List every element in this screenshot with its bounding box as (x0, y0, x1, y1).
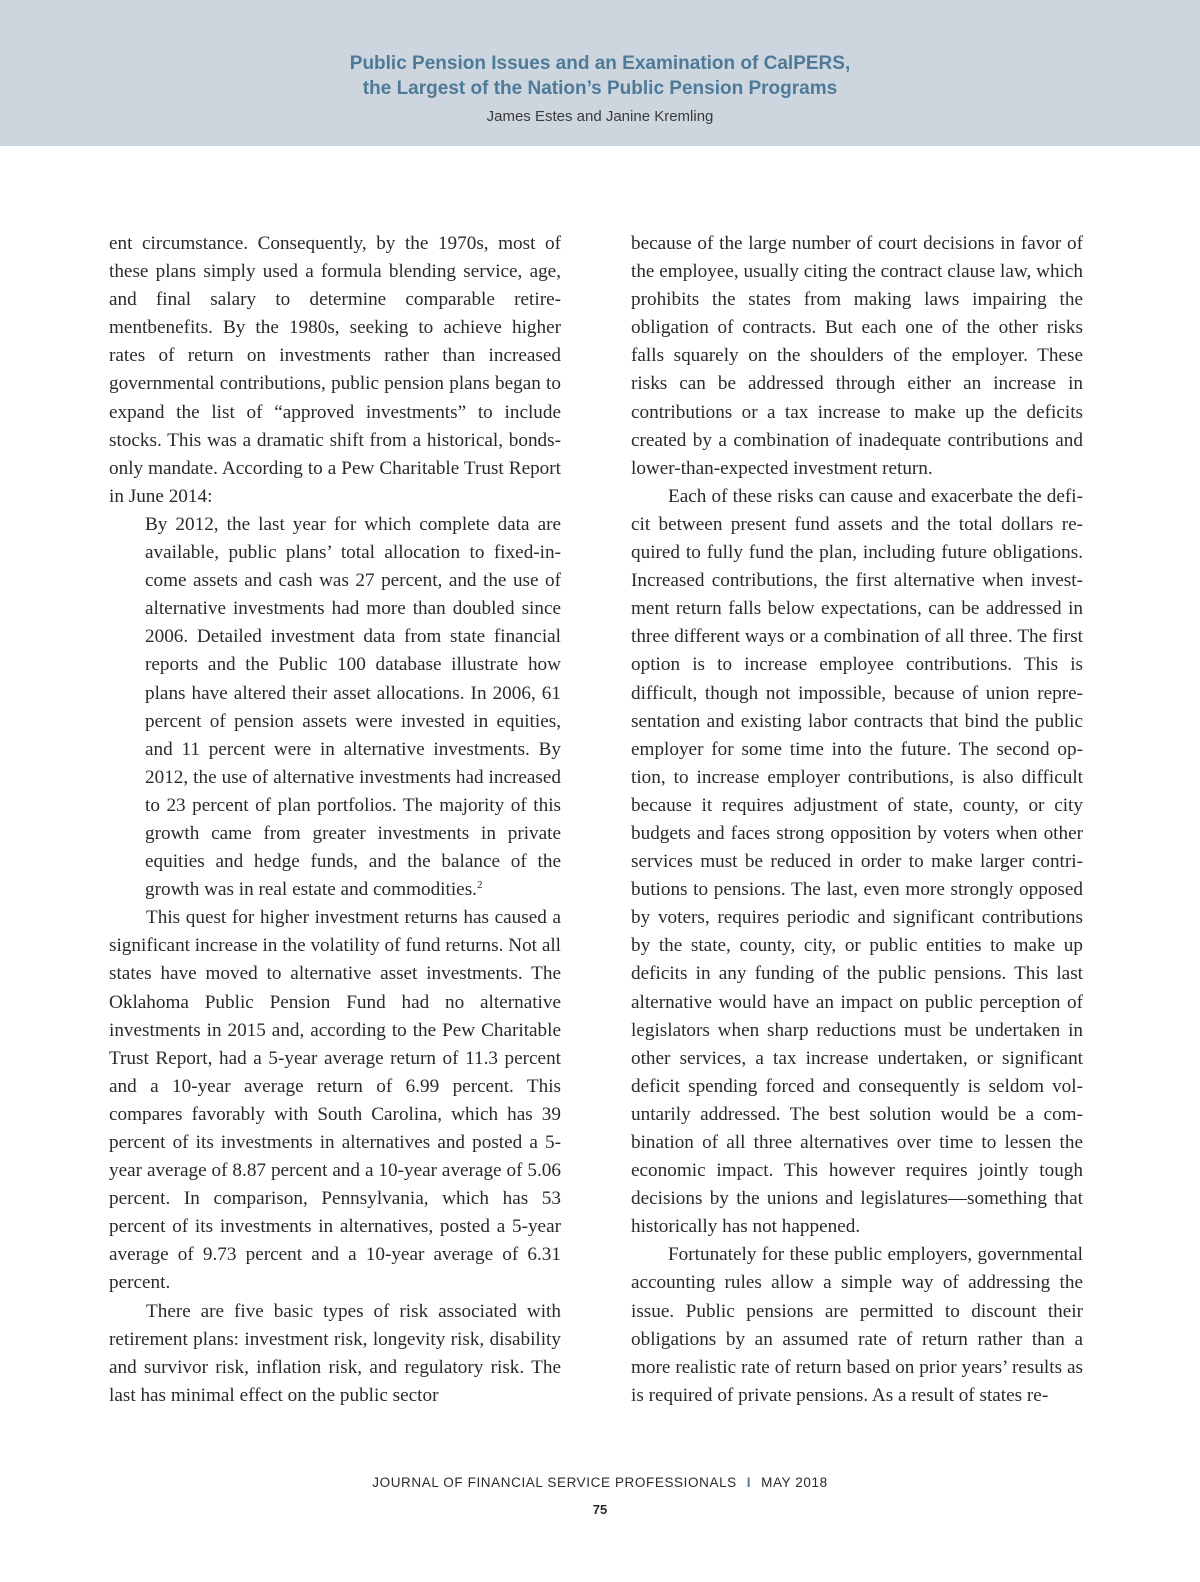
right-paragraph-1: because of the large number of court decisions in favor of the employee, usually citing the contract clause law, which prohibits the states from making laws impairing the obligation of contracts. But each one of the other risks falls squarely on the shoulders of the employer. These risks can be addressed through either an increase in contributions or a tax increase to make up the deficits created by a combination of inadequate contributions and lower-than-expected investment return. (631, 233, 1083, 479)
page-number: 75 (592, 1502, 608, 1517)
footer-separator: I (746, 1475, 752, 1490)
article-title-line-1: Public Pension Issues and an Examination of CalPERS, (349, 53, 851, 74)
left-paragraph-1: ent circumstance. Consequently, by the 1970s, most of these plans simply used a formula blending service, age, and final salary to determine comparable retirementbenefits. By the 1980s, seeking to achieve higher rates of return on investments rather than increased governmental contributions, public pension plans began to expand the list of “approved investments” to include stocks. This was a dramatic shift from a historical, bonds-only mandate. According to a Pew Charitable Trust Report in June 2014: (109, 233, 561, 507)
right-paragraph-3: Fortunately for these public employers, governmental accounting rules allow a simple way of addressing the issue. Public pensions are permitted to discount their obligations by an assumed rate of return rather than a more realistic rate of return based on prior years’ results as is required of private pensions. As a result of states re- (631, 1244, 1083, 1406)
block-quote (145, 511, 561, 904)
journal-name: JOURNAL OF FINANCIAL SERVICE PROFESSIONALS (372, 1475, 737, 1490)
footnote-marker: 2 (476, 879, 483, 892)
article-authors: James Estes and Janine Kremling (486, 108, 714, 125)
left-column (109, 230, 561, 1410)
article-title (0, 51, 1200, 101)
right-column (631, 230, 1083, 1410)
left-paragraph-2: This quest for higher investment returns has caused a significant increase in the volatility of fund returns. Not all states have moved to alternative asset investments. The Oklahoma Public Pension Fund had no alternative investments in 2015 and, according to the Pew Charitable Trust Report, had a 5-year average return of 11.3 percent and a 10-year average return of 6.99 percent. This compares favorably with South Carolina, which has 39 percent of its investments in alternatives and posted a 5-year average of 8.87 percent and a 10-year average of 5.06 percent. In comparison, Pennsylvania, which has 53 percent of its investments in alternatives, posted a 5-year average of 9.73 percent and a 10-year average of 6.31 percent. (109, 907, 561, 1294)
issue-date: MAY 2018 (761, 1475, 828, 1490)
running-footer (0, 1475, 1200, 1490)
right-paragraph-2: Each of these risks can cause and exacerbate the deficit between present fund assets and the total dollars required to fully fund the plan, including future obligations. Increased contributions, the first alternative when investment return falls below expectations, can be addressed in three different ways or a combination of all three. The first option is to increase employee contributions. This is difficult, though not impossible, because of union representation and existing labor contracts that bind the public employer for some time into the future. The second option, to increase employer contributions, is also difficult because it requires adjustment of state, county, or city budgets and faces strong opposition by voters when other services must be reduced in order to make larger contributions to pensions. The last, even more strongly opposed by voters, requires periodic and significant contributions by the state, county, city, or public entities to make up deficits in any funding of the public pensions. This last alternative would have an impact on public perception of legislators when sharp reductions must be undertaken in other services, a tax increase undertaken, or significant deficit spending forced and consequently is seldom voluntarily addressed. The best solution would be a combination of all three alternatives over time to lessen the economic impact. This however requires jointly tough decisions by the unions and legislatures—something that historically has not happened. (631, 485, 1083, 1238)
article-title-line-2: the Largest of the Nation’s Public Pension Programs (362, 78, 838, 99)
left-paragraph-3: There are five basic types of risk associated with retirement plans: investment risk, longevity risk, disability and survivor risk, inflation risk, and regulatory risk. The last has minimal effect on the public sector (109, 1300, 561, 1406)
running-header (0, 0, 1200, 146)
block-quote-text: By 2012, the last year for which complete data are available, public plans’ total allocation to fixed-income assets and cash was 27 percent, and the use of alternative investments had more than doubled since 2006. Detailed investment data from state financial reports and the Public 100 database illustrate how plans have altered their asset allocations. In 2006, 61 percent of pension assets were invested in equities, and 11 percent were in alternative investments. By 2012, the use of alternative investments had increased to 23 percent of plan portfolios. The majority of this growth came from greater investments in private equities and hedge funds, and the balance of the growth was in real estate and commodities. (145, 513, 561, 901)
